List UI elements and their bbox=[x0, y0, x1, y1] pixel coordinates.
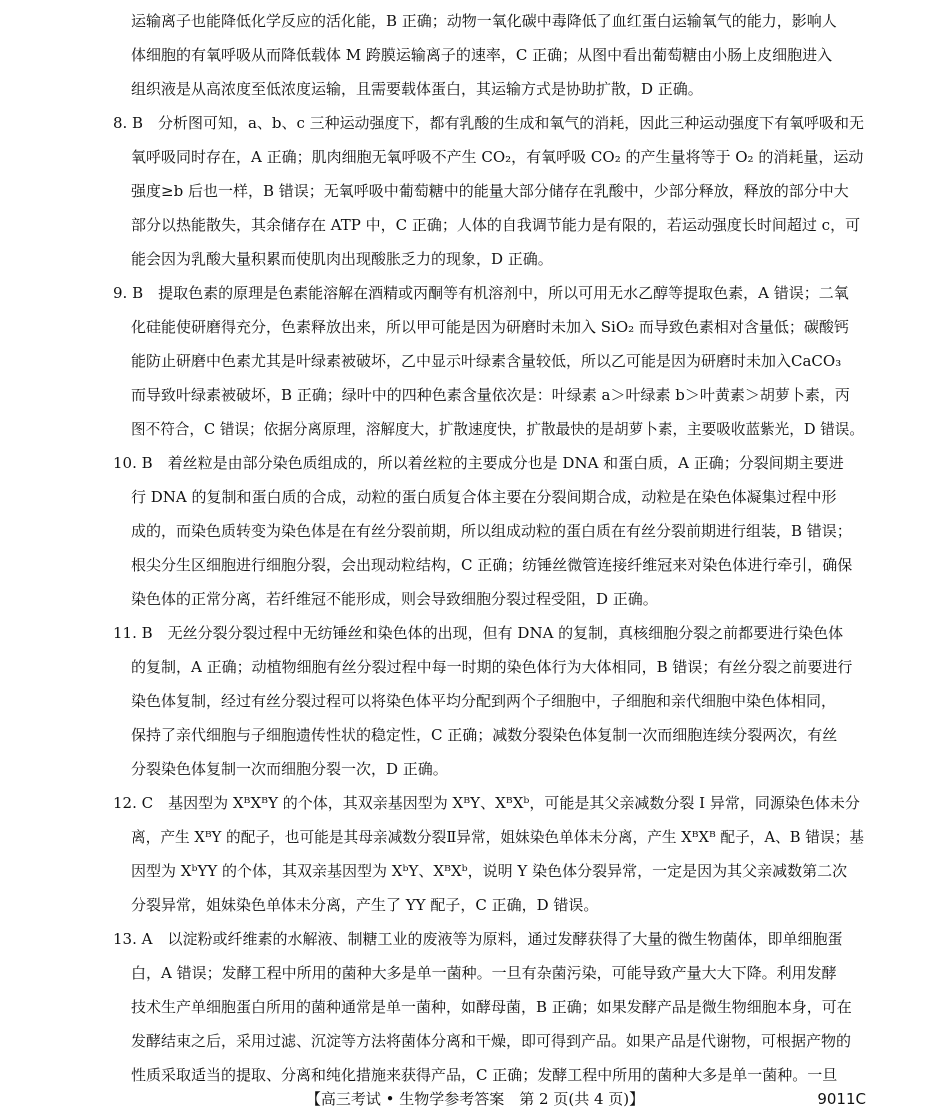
text-line: 行 DNA 的复制和蛋白质的合成，动粒的蛋白质复合体主要在分裂间期合成，动粒是在染色体凝集过程中形 bbox=[131, 488, 837, 506]
text-line: 组织液是从高浓度至低浓度运输，且需要载体蛋白，其运输方式是协助扩散，D 正确。 bbox=[131, 80, 703, 98]
text-line: 10. B 着丝粒是由部分染色质组成的，所以着丝粒的主要成分也是 DNA 和蛋白质，A 正确；分裂间期主要进 bbox=[113, 454, 844, 472]
footer-code: 9011C bbox=[817, 1090, 866, 1108]
text-line: 性质采取适当的提取、分离和纯化措施来获得产品，C 正确；发酵工程中所用的菌种大多是单一菌种。一旦 bbox=[131, 1066, 838, 1084]
text-line: 而导致叶绿素被破坏，B 正确；绿叶中的四种色素含量依次是：叶绿素 a＞叶绿素 b＞叶黄素＞胡萝卜素，丙 bbox=[131, 386, 850, 404]
text-line: 图不符合，C 错误；依据分离原理，溶解度大，扩散速度快，扩散最快的是胡萝卜素，主要吸收蓝紫光，D 错误。 bbox=[131, 420, 864, 438]
text-line: 技术生产单细胞蛋白所用的菌种通常是单一菌种，如酵母菌，B 正确；如果发酵产品是微生物细胞本身，可在 bbox=[131, 998, 852, 1016]
text-line: 12. C 基因型为 XᴮXᴮY 的个体，其双亲基因型为 XᴮY、XᴮXᵇ，可能是其父亲减数分裂 I 异常，同源染色体未分 bbox=[113, 794, 860, 812]
text-line: 成的，而染色质转变为染色体是在有丝分裂前期，所以组成动粒的蛋白质在有丝分裂前期进行组装，B 错误； bbox=[131, 522, 852, 540]
text-line: 白，A 错误；发酵工程中所用的菌种大多是单一菌种。一旦有杂菌污染，可能导致产量大大下降。利用发酵 bbox=[131, 964, 837, 982]
text-line: 因型为 XᵇYY 的个体，其双亲基因型为 XᵇY、XᴮXᵇ，说明 Y 染色体分裂异常，一定是因为其父亲减数第二次 bbox=[131, 862, 848, 880]
text-line: 的复制，A 正确；动植物细胞有丝分裂过程中每一时期的染色体行为大体相同，B 错误；有丝分裂之前要进行 bbox=[131, 658, 853, 676]
text-line: 11. B 无丝分裂分裂过程中无纺锤丝和染色体的出现，但有 DNA 的复制，真核细胞分裂之前都要进行染色体 bbox=[113, 624, 844, 642]
text-line: 化硅能使研磨得充分，色素释放出来，所以甲可能是因为研磨时未加入 SiO₂ 而导致色素相对含量低；碳酸钙 bbox=[131, 318, 849, 336]
text-line: 部分以热能散失，其余储存在 ATP 中，C 正确；人体的自我调节能力是有限的，若运动强度长时间超过 c，可 bbox=[131, 216, 861, 234]
text-line: 离，产生 XᴮY 的配子，也可能是其母亲减数分裂Ⅱ异常，姐妹染色单体未分离，产生 XᴮXᴮ 配子，A、B 错误；基 bbox=[131, 828, 864, 846]
text-line: 体细胞的有氧呼吸从而降低载体 M 跨膜运输离子的速率，C 正确；从图中看出葡萄糖由小肠上皮细胞进入 bbox=[131, 46, 833, 64]
text-line: 8. B 分析图可知，a、b、c 三种运动强度下，都有乳酸的生成和氧气的消耗，因此三种运动强度下有氧呼吸和无 bbox=[113, 114, 864, 132]
text-line: 分裂异常，姐妹染色单体未分离，产生了 YY 配子，C 正确，D 错误。 bbox=[131, 896, 599, 914]
text-line: 染色体复制，经过有丝分裂过程可以将染色体平均分配到两个子细胞中，子细胞和亲代细胞中染色体相同， bbox=[131, 692, 837, 710]
text-line: 染色体的正常分离，若纤维冠不能形成，则会导致细胞分裂过程受阻，D 正确。 bbox=[131, 590, 658, 608]
text-line: 分裂染色体复制一次而细胞分裂一次，D 正确。 bbox=[131, 760, 448, 778]
footer-title: 【高三考试 • 生物学参考答案 第 2 页(共 4 页)】 bbox=[305, 1090, 645, 1108]
text-line: 强度≥b 后也一样，B 错误；无氧呼吸中葡萄糖中的能量大部分储存在乳酸中，少部分释放，释放的部分中大 bbox=[131, 182, 849, 200]
text-line: 13. A 以淀粉或纤维素的水解液、制糖工业的废液等为原料，通过发酵获得了大量的微生物菌体，即单细胞蛋 bbox=[113, 930, 843, 948]
text-line: 氧呼吸同时存在，A 正确；肌肉细胞无氧呼吸不产生 CO₂，有氧呼吸 CO₂ 的产生量将等于 O₂ 的消耗量，运动 bbox=[131, 148, 864, 166]
page-footer bbox=[0, 1084, 950, 1114]
text-line: 运输离子也能降低化学反应的活化能，B 正确；动物一氧化碳中毒降低了血红蛋白运输氧气的能力，影响人 bbox=[131, 12, 837, 30]
text-line: 保持了亲代细胞与子细胞遗传性状的稳定性，C 正确；减数分裂染色体复制一次而细胞连续分裂两次，有丝 bbox=[131, 726, 838, 744]
text-line: 根尖分生区细胞进行细胞分裂，会出现动粒结构，C 正确；纺锤丝微管连接纤维冠来对染色体进行牵引，确保 bbox=[131, 556, 853, 574]
text-line: 发酵结束之后，采用过滤、沉淀等方法将菌体分离和干燥，即可得到产品。如果产品是代谢物，可根据产物的 bbox=[131, 1032, 852, 1050]
text-line: 能会因为乳酸大量积累而使肌肉出现酸胀乏力的现象，D 正确。 bbox=[131, 250, 553, 268]
text-line: 能防止研磨中色素尤其是叶绿素被破坏，乙中显示叶绿素含量较低，所以乙可能是因为研磨时未加入CaCO₃ bbox=[131, 352, 842, 370]
text-line: 9. B 提取色素的原理是色素能溶解在酒精或丙酮等有机溶剂中，所以可用无水乙醇等提取色素，A 错误；二氧 bbox=[113, 284, 849, 302]
